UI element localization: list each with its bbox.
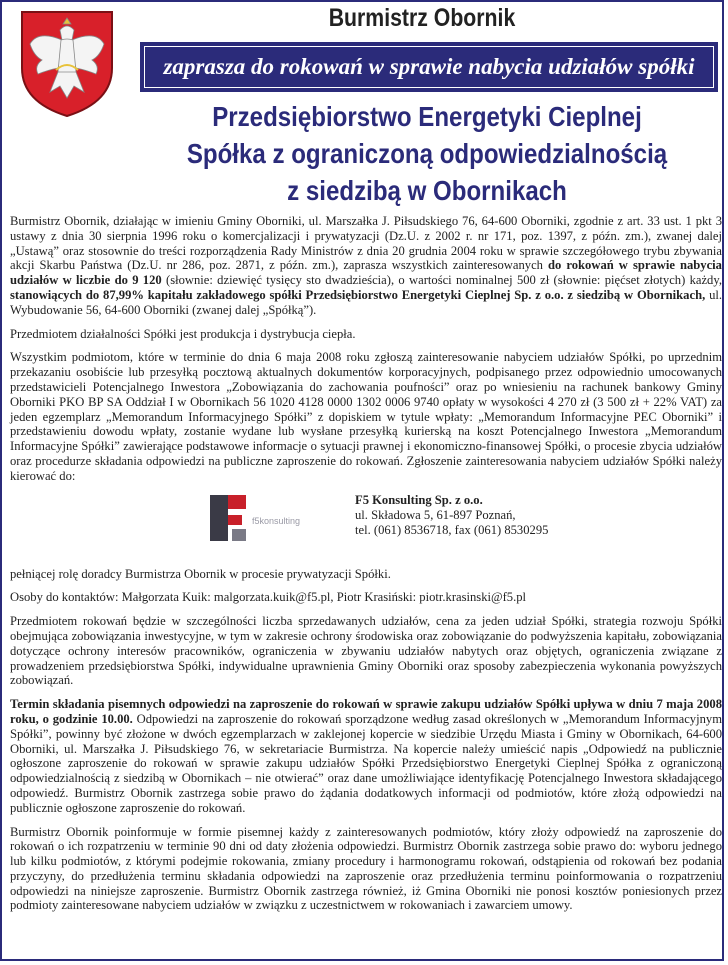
crest-icon [18,10,116,118]
company-line-1: Przedsiębiorstwo Energetyki Cieplnej [212,101,642,132]
deadline-text: Odpowiedzi na zaproszenie do rokowań sporządzone według zasad określonych w „Memorandum Informacyjnym Spółki”, powinny być złożone w dwóch egzemplarzach w zaklejonej kopercie w siedzibie Urzędu Miasta i Gminy w Obornikach, 64-600 Oborniki, ul. Marszałka J. Piłsudskiego 76, w sekretariacie Burmistrza. Na kopercie należy umieścić napis „Odpowiedź na publicznie ogłoszone zaproszenie do rokowań w sprawie zakupu udziałów Spółki Przedsiębiorstwo Energetyki Cieplnej Spółka z ograniczoną odpowiedzialnością z siedzibą w Obornikach – nie otwierać” oraz dane umożliwiające identyfikację Potencjalnego Inwestora składającego odpowiedź. Burmistrz Obornik zastrzega sobie prawo do żądania dodatkowych informacji od podmiotów, które złożą odpowiedzi na publicznie ogłoszone zaproszenie do rokowań. [10,711,722,815]
consultant-phone: tel. (061) 8536718, fax (061) 8530295 [355,522,549,537]
consultant-address [355,493,548,538]
f5-logo [210,493,340,545]
logo-text: f5konsulting [252,515,301,526]
memorandum-paragraph: Wszystkim podmiotom, które w terminie do dnia 6 maja 2008 roku zgłoszą zainteresowanie nabyciem udziałów Spółki, po uprzednim przekazaniu osobiście lub przesyłką pocztową aktualnych dokumentów korporacyjnych, podpisanego przez odpowiednio umocowanych przedstawicieli Potencjalnego Inwestora „Zobowiązania do zachowania poufności” oraz po wniesieniu na rachunek bankowy Gminy Oborniki PKO BP SA Oddział I w Obornikach 56 1020 4128 0000 1302 0006 9740 opłaty w wysokości 4 270 zł (3 500 zł + 22% VAT) za jeden egzemplarz „Memorandum Informacyjnego Spółki” z dopiskiem w tytule wpłaty: „Memorandum Informacyjne PEC Oborniki” i przedstawieniu dowodu wpłaty, zostanie wydane lub wysłane przesyłką kurierską na koszt Potencjalnego Inwestora „Memorandum Informacyjne Spółki” zawierające podstawowe informacje o sytuacji prawnej i ekonomiczno-finansowej Spółki, o procesie zbycia udziałów oraz procedurze składania odpowiedzi na publiczne zaproszenie do rokowań. Zgłoszenie zainteresowania nabyciem udziałów Spółki należy kierować do: [10,350,722,483]
banner-text: zaprasza do rokowań w sprawie nabycia udziałów spółki [144,46,714,88]
advisor-paragraph: pełniącej rolę doradcy Burmistrza Obornik w procesie prywatyzacji Spółki. [10,566,391,581]
header [2,2,722,206]
intro-bold-shares: do rokowań w sprawie nabycia udziałów w liczbie do 9 120 [10,258,722,288]
invitation-banner [140,42,718,92]
deadline-paragraph [10,697,722,815]
consultant-street: ul. Składowa 5, 61-897 Poznań, [355,507,516,522]
company-name [132,98,722,209]
subject-paragraph: Przedmiotem rokowań będzie w szczególności liczba sprzedawanych udziałów, cena za jeden udział Spółki, strategia rozwoju Spółki obejmująca zobowiązania inwestycyjne, w tym w zakresie ochrony środowiska oraz zobowiązanie do podwyższenia kapitału, zobowiązania dotyczące ochrony interesów pracowników, ograniczenia w zbywaniu udziałów nabytych oraz objętych, ograniczenia związane z prowadzeniem przedsiębiorstwa Spółki, indywidualne uprawnienia Gminy Oborniki oraz sposoby zabezpieczenia wykonania powyższych zobowiązań. [10,614,722,688]
rights-paragraph: Burmistrz Obornik poinformuje w formie pisemnej każdy z zainteresowanych podmiotów, który złoży odpowiedź na zaproszenie do rokowań o ich rozpatrzeniu w terminie 90 dni od daty złożenia odpowiedzi. Burmistrz Obornik zastrzega sobie prawo do: wyboru jednego lub kilku podmiotów, z którymi podejmie rokowania, zmiany procedury i harmonogramu rokowań, odstąpienia od rokowań bez podania przyczyny, do przedłużenia terminu składania odpowiedzi na zaproszenie oraz przedłużenia terminu poinformowania o rozpatrzeniu odpowiedzi na niniejsze zaproszenie. Burmistrz Obornik zastrzega również, iż Gmina Oborniki nie ponosi kosztów poniesionych przez podmioty zainteresowane nabyciem udziałów w związku z uczestnictwem w rokowaniach i zawarciem umowy. [10,824,722,913]
intro-text-2: (słownie: dziewięć tysięcy sto dwadzieścia), o wartości nominalnej 500 zł (słownie: pięćset złotych) każdy, [161,273,722,288]
header-title: Burmistrz Obornik [328,4,516,32]
announcement-body [10,214,722,922]
company-line-2: Spółka z ograniczoną odpowiedzialnością [186,138,668,169]
intro-bold-capital: stanowiących do 87,99% kapitału zakładowego spółki Przedsiębiorstwo Energetyki Cieplnej Sp. z o.o. z siedzibą w Obornikach, [10,287,706,302]
company-line-3: z siedzibą w Obornikach [287,175,567,206]
intro-text: Burmistrz Obornik, działając w imieniu Gminy Oborniki, ul. Marszałka J. Piłsudskiego 76, 64-600 Oborniki, zgodnie z art. 33 ust. 1 pkt 3 ustawy z dnia 30 sierpnia 1996 roku o komercjalizacji i prywatyzacji (Dz.U. z 2002 r. nr 171, poz. 1397, z późn. zm.), zwanej dalej „Ustawą” oraz stosownie do treści rozporządzenia Rady Ministrów z dnia 20 grudnia 2004 roku w sprawie szczegółowego trybu zbywania akcji Skarbu Państwa (Dz.U. nr 286, poz. 2871, z późn. zm.), zaprasza wszystkich zainteresowanych [10,214,722,273]
intro-paragraph [10,214,722,318]
consultant-block [10,493,722,561]
activity-paragraph: Przedmiotem działalności Spółki jest produkcja i dystrybucja ciepła. [10,326,356,341]
deadline-bold: Termin składania pisemnych odpowiedzi na zaproszenie do rokowań w sprawie zakupu udziałów Spółki upływa w dniu 7 maja 2008 roku, o godzinie 10.00. [10,697,722,726]
consultant-name: F5 Konsulting Sp. z o.o. [355,492,483,507]
intro-text-3: ul. Wybudowanie 56, 64-600 Oborniki (zwanej dalej „Spółką”). [10,287,723,317]
contacts-paragraph: Osoby do kontaktów: Małgorzata Kuik: malgorzata.kuik@f5.pl, Piotr Krasiński: piotr.krasinski@f5.pl [10,590,527,605]
